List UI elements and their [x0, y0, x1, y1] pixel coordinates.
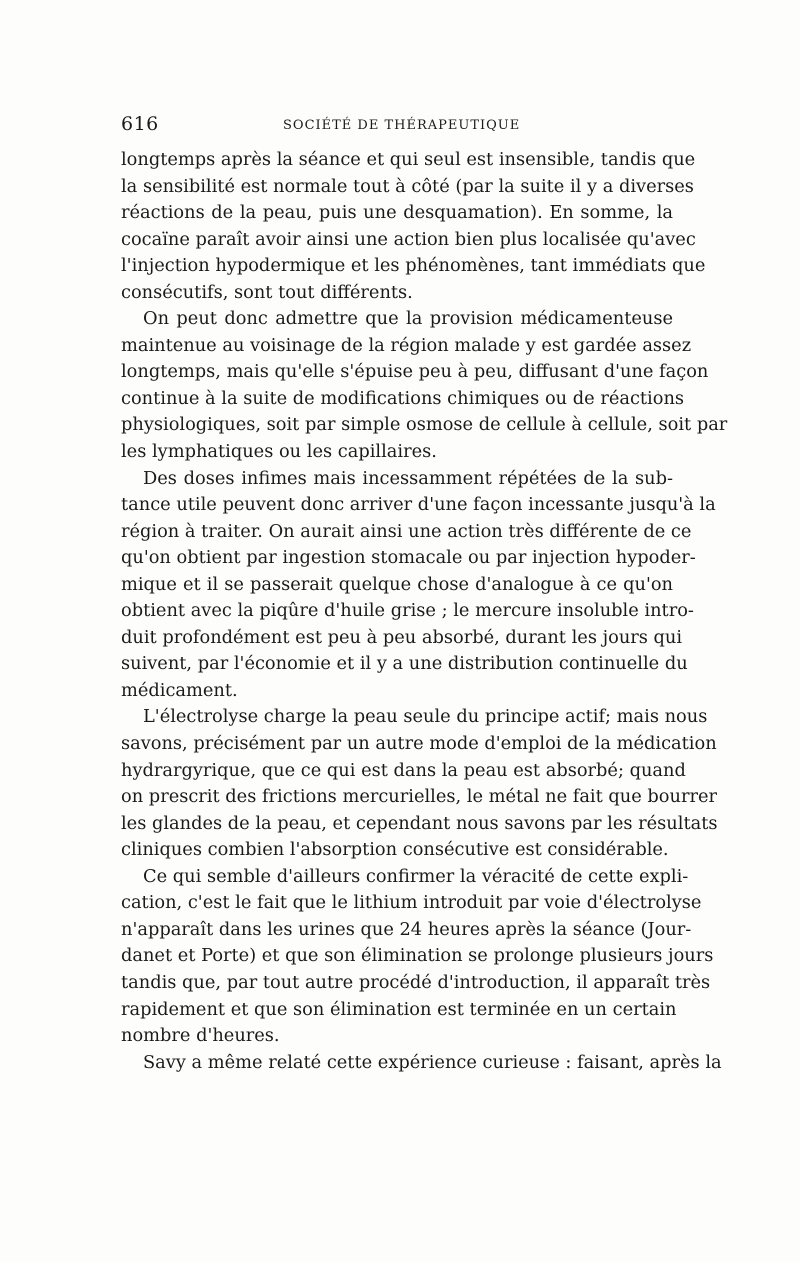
text-line: cation, c'est le fait que le lithium introduit par voie d'électrolyse: [121, 892, 702, 914]
text-line: rapidement et que son élimination est terminée en un certain: [121, 998, 677, 1020]
text-line: cliniques combien l'absorption consécutive est considérable.: [121, 839, 669, 861]
text-line: savons, précisément par un autre mode d'emploi de la médication: [121, 733, 717, 755]
paragraph-start-line: Ce qui semble d'ailleurs confirmer la véracité de cette expli-: [143, 865, 689, 887]
text-line: nombre d'heures.: [121, 1025, 280, 1047]
text-line: mique et il se passerait quelque chose d'analogue à ce qu'on: [121, 573, 673, 595]
text-line: longtemps, mais qu'elle s'épuise peu à peu, diffusant d'une façon: [121, 361, 709, 383]
page-number: 616: [121, 113, 159, 135]
text-line: hydrargyrique, que ce qui est dans la peau est absorbé; quand: [121, 759, 686, 781]
text-line: danet et Porte) et que son élimination se prolonge plusieurs jours: [121, 945, 714, 967]
text-line: cocaïne paraît avoir ainsi une action bien plus localisée qu'avec: [121, 228, 696, 250]
text-line: on prescrit des frictions mercurielles, le métal ne fait que bourrer: [121, 786, 717, 808]
text-line: réactions de la peau, puis une desquamation). En somme, la: [121, 202, 673, 224]
text-line: l'injection hypodermique et les phénomènes, tant immédiats que: [121, 255, 706, 277]
text-line: région à traiter. On aurait ainsi une action très différente de ce: [121, 520, 692, 542]
paragraph-start-line: Des doses infimes mais incessamment répétées de la sub-: [143, 467, 673, 489]
page-header: [121, 113, 673, 141]
text-line: duit profondément est peu à peu absorbé, durant les jours qui: [121, 626, 683, 648]
body-text: [121, 147, 728, 1076]
text-line: consécutifs, sont tout différents.: [121, 281, 413, 303]
paragraph-start-line: Savy a même relaté cette expérience curieuse : faisant, après la: [143, 1051, 722, 1073]
text-line: n'apparaît dans les urines que 24 heures après la séance (Jour-: [121, 918, 692, 940]
text-line: obtient avec la piqûre d'huile grise ; le mercure insoluble intro-: [121, 600, 694, 622]
text-line: les glandes de la peau, et cependant nous savons par les résultats: [121, 812, 718, 834]
text-line: physiologiques, soit par simple osmose de cellule à cellule, soit par: [121, 414, 728, 436]
text-line: médicament.: [121, 679, 238, 701]
text-line: continue à la suite de modifications chimiques ou de réactions: [121, 387, 685, 409]
text-line: tandis que, par tout autre procédé d'introduction, il apparaît très: [121, 971, 711, 993]
text-line: la sensibilité est normale tout à côté (par la suite il y a diverses: [121, 175, 694, 197]
text-line: qu'on obtient par ingestion stomacale ou par injection hypoder-: [121, 547, 696, 569]
text-line: longtemps après la séance et qui seul est insensible, tandis que: [121, 149, 696, 170]
paragraph-start-line: L'électrolyse charge la peau seule du principe actif; mais nous: [143, 706, 708, 728]
text-line: maintenue au voisinage de la région malade y est gardée assez: [121, 334, 692, 356]
text-line: suivent, par l'économie et il y a une distribution continuelle du: [121, 653, 688, 675]
text-line: les lymphatiques ou les capillaires.: [121, 441, 437, 463]
text-line: tance utile peuvent donc arriver d'une façon incessante jusqu'à la: [121, 494, 716, 516]
paragraph-start-line: On peut donc admettre que la provision médicamenteuse: [143, 308, 673, 330]
running-head: SOCIÉTÉ DE THÉRAPEUTIQUE: [283, 118, 521, 133]
